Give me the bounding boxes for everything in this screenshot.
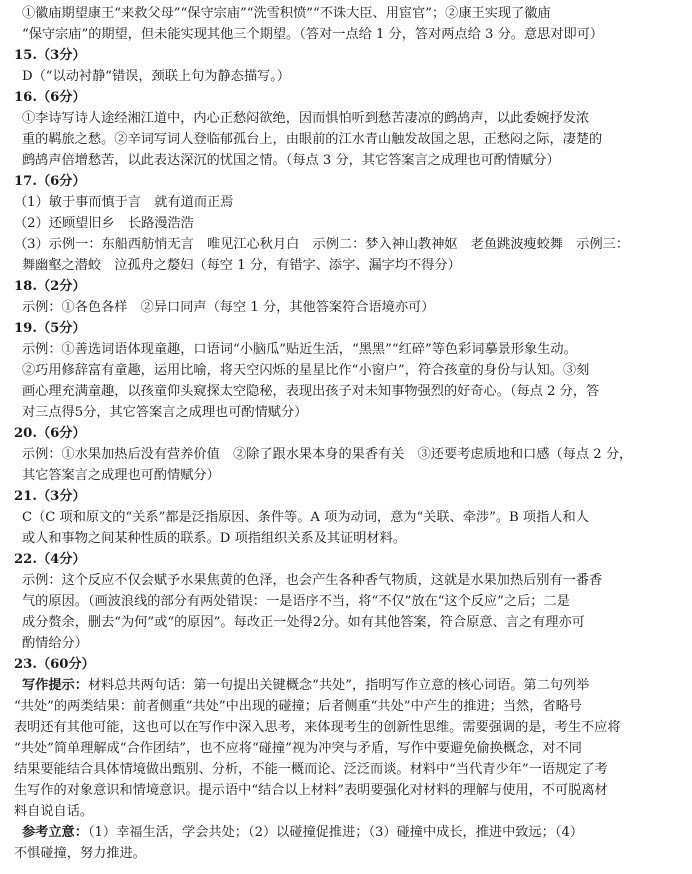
text-line: 写作提示：材料总共两句话：第一句提出关键概念“共处”，指明写作立意的核心词语。第二句列举 — [22, 678, 590, 693]
text-line: 参考立意：（1）幸福生活，学会共处；（2）以碰撞促推进；（3）碰撞中成长，推进中致远；（4） — [22, 825, 584, 840]
text-line: 19.（5分） — [14, 321, 86, 336]
text-line: 示例：①善选词语体现童趣，口语词“小脑瓜”贴近生活，“黑黑”“红碎”等色彩词摹景形象生动。 — [22, 342, 577, 357]
text-line: 重的羁旅之愁。②辛词写词人登临郁孤台上，由眼前的江水青山触发故国之思，正愁闷之际，凄楚的 — [22, 132, 603, 147]
text-line: 其它答案言之成理也可酌情赋分） — [22, 468, 220, 483]
text-line: 表明还有其他可能，这也可以在写作中深入思考，来体现考生的创新性思维。需要强调的是，考生不应将 — [14, 720, 621, 735]
text-line: 料自说自话。 — [14, 804, 94, 819]
text-line: 画心理充满童趣，以孩童仰头窥探太空隐秘，表现出孩子对未知事物强烈的好奇心。（每点 2 分，答 — [22, 384, 600, 399]
text-line: 示例：①各色各样 ②异口同声（每空 1 分，其他答案符合语境亦可） — [22, 300, 435, 315]
text-line: 21.（3分） — [14, 489, 86, 504]
text-line: ①李诗写诗人途经湘江道中，内心正愁闷欲绝，因而惧怕听到愁苦凄凉的鹧鸪声，以此委婉抒发浓 — [22, 111, 590, 126]
text-line: 舞幽壑之潜蛟 泣孤舟之嫠妇（每空 1 分，有错字、添字、漏字均不得分） — [22, 258, 461, 273]
text-line: “共处”简单理解成“合作团结”，也不应将“碰撞”视为冲突与矛盾，写作中要避免偷换概念，对不同 — [14, 741, 582, 756]
text-line: 对三点得5分，其它答案言之成理也可酌情赋分） — [22, 405, 308, 420]
text-line: 或人和事物之间某种性质的联系。D 项指组织关系及其证明材料。 — [22, 531, 407, 546]
text-line: （2）还顾望旧乡 长路漫浩浩 — [14, 216, 194, 231]
text-line: 17.（6分） — [14, 174, 86, 189]
text-line: 生写作的对象意识和情境意识。提示语中“结合以上材料”表明要强化对材料的理解与使用，不可脱离材 — [14, 783, 608, 798]
text-line: “保守宗庙”的期望，但未能实现其他三个期望。（答对一点给 1 分，答对两点给 3 分。意思对即可） — [22, 27, 604, 42]
text-line: 20.（6分） — [14, 426, 86, 441]
text-line: 示例：这个反应不仅会赋予水果焦黄的色泽，也会产生各种香气物质，这就是水果加热后别有一番香 — [22, 573, 603, 588]
text-line: 15.（3分） — [14, 48, 86, 63]
text-line: ②巧用修辞富有童趣，运用比喻，将天空闪烁的星星比作“小窗户”，符合孩童的身份与认知。③刻 — [22, 363, 590, 378]
text-line: 示例：①水果加热后没有营养价值 ②除了跟水果本身的果香有关 ③还要考虑质地和口感（每点 2 分， — [22, 447, 633, 462]
text-line: 22.（4分） — [14, 552, 86, 567]
text-line: 不惧碰撞，努力推进。 — [14, 846, 146, 861]
text-line: 16.（6分） — [14, 90, 86, 105]
text-line: ①徽庙期望康王“来救父母”“保守宗庙”“洗雪积愤”“不诛大臣、用宦官”；②康王实现了徽庙 — [22, 6, 551, 21]
text-line: 23.（60分） — [14, 657, 95, 672]
text-line: 成分赘余，删去“为何”或“的原因”。每改正一处得2分。如有其他答案，符合原意、言之有理亦可 — [22, 615, 585, 630]
text-line: 酌情给分） — [22, 636, 88, 651]
text-line: 鹧鸪声倍增愁苦，以此表达深沉的忧国之情。（每点 3 分，其它答案言之成理也可酌情赋分） — [22, 153, 560, 168]
text-line: D（“以动衬静”错误，颈联上句为静态描写。） — [22, 69, 291, 84]
text-line: 气的原因。（画波浪线的部分有两处错误：一是语序不当，将“不仅”放在“这个反应”之后；二是 — [22, 594, 570, 609]
text-line: （3）示例一：东船西舫悄无言 唯见江心秋月白 示例二：梦入神山教神妪 老鱼跳波瘦蛟舞 示例三： — [14, 237, 630, 252]
text-line: （1）敏于事而慎于言 就有道而正焉 — [14, 195, 234, 210]
text-line: “共处”的两类结果：前者侧重“共处”中出现的碰撞；后者侧重“共处”中产生的推进；当然，省略号 — [14, 699, 582, 714]
text-line: 18.（2分） — [14, 279, 86, 294]
text-line: C（C 项和原文的“关系”都是泛指原因、条件等。A 项为动词，意为“关联、牵涉”。B 项指人和人 — [22, 510, 589, 525]
text-line: 结果要能结合具体情境做出甄别、分析，不能一概而论、泛泛而谈。材料中“当代青少年”一语规定了考 — [14, 762, 608, 777]
